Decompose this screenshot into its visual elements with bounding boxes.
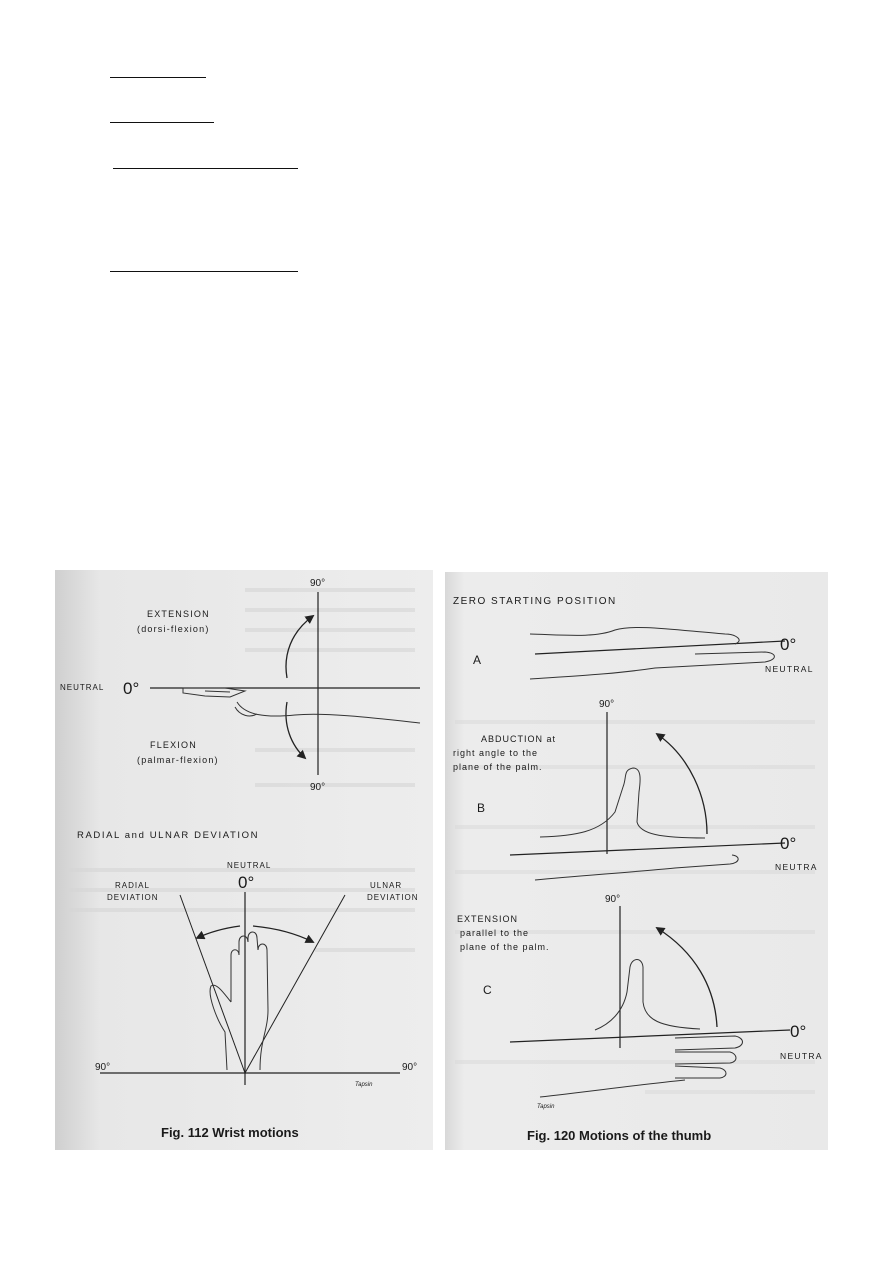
thumb-motions-figure <box>445 572 828 1150</box>
scan-background <box>55 570 433 1150</box>
wrist-caption: Fig. 112 Wrist motions <box>161 1125 299 1140</box>
bottom-90-label: 90° <box>310 782 326 793</box>
underline-3 <box>113 168 298 169</box>
underline-1 <box>110 77 206 78</box>
extension-label: EXTENSION <box>147 609 210 619</box>
artist-signature: Tapsin <box>537 1104 555 1110</box>
a-label: A <box>473 653 482 667</box>
underline-2 <box>110 122 214 123</box>
extension-line-3: plane of the palm. <box>460 942 550 952</box>
flexion-sub-label: (palmar-flexion) <box>137 755 219 765</box>
zero-position-title: ZERO STARTING POSITION <box>453 596 617 607</box>
abduction-line-3: plane of the palm. <box>453 762 543 772</box>
c-90-label: 90° <box>605 894 621 905</box>
artist-signature: Tapsin <box>355 1082 373 1088</box>
zero-label: 0° <box>123 679 140 698</box>
ulnar-label-2: DEVIATION <box>367 893 419 902</box>
b-label: B <box>477 801 486 815</box>
radial-label-2: DEVIATION <box>107 893 159 902</box>
flexion-label: FLEXION <box>150 740 197 750</box>
extension-line-1: EXTENSION <box>457 914 519 924</box>
deviation-zero-label: 0° <box>238 873 255 892</box>
underline-4 <box>110 271 298 272</box>
left-90-label: 90° <box>95 1062 111 1073</box>
a-zero-label: 0° <box>780 635 797 654</box>
a-neutral-label: NEUTRAL <box>765 664 814 674</box>
abduction-line-1: ABDUCTION at <box>481 734 557 744</box>
top-90-label: 90° <box>310 578 326 589</box>
deviation-title: RADIAL and ULNAR DEVIATION <box>77 830 260 841</box>
wrist-motions-figure <box>55 570 433 1150</box>
deviation-neutral-label: NEUTRAL <box>227 861 272 870</box>
thumb-caption: Fig. 120 Motions of the thumb <box>527 1128 712 1143</box>
abduction-line-2: right angle to the <box>453 748 539 758</box>
ulnar-label-1: ULNAR <box>370 881 403 890</box>
b-neutral-label: NEUTRA <box>775 862 818 872</box>
c-label: C <box>483 983 492 997</box>
b-90-label: 90° <box>599 699 615 710</box>
b-zero-label: 0° <box>780 834 797 853</box>
extension-line-2: parallel to the <box>460 928 530 938</box>
right-90-label: 90° <box>402 1062 418 1073</box>
c-neutral-label: NEUTRA <box>780 1051 823 1061</box>
neutral-label: NEUTRAL <box>60 683 105 692</box>
extension-sub-label: (dorsi-flexion) <box>137 624 210 634</box>
radial-label-1: RADIAL <box>115 881 150 890</box>
c-zero-label: 0° <box>790 1022 807 1041</box>
